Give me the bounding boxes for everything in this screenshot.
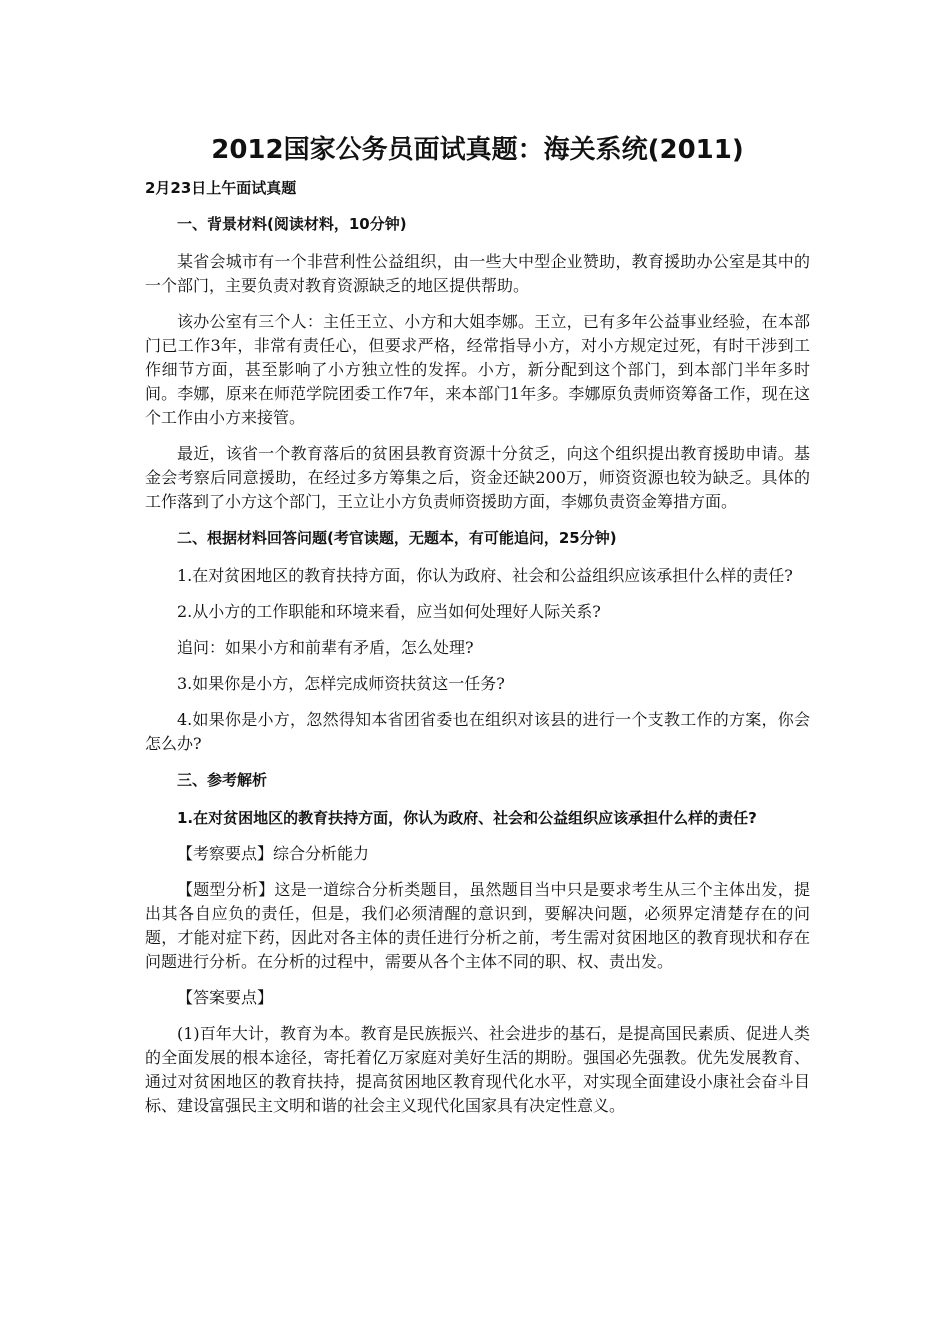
- section-heading-questions: 二、根据材料回答问题(考官读题，无题本，有可能追问，25分钟): [177, 529, 617, 547]
- paragraph: 最近，该省一个教育落后的贫困县教育资源十分贫乏，向这个组织提出教育援助申请。基金会考察后同意援助，在经过多方筹集之后，资金还缺200万，师资资源也较为缺乏。具体的工作落到了小方这个部门，王立让小方负责师资援助方面，李娜负责资金筹措方面。: [145, 444, 810, 511]
- question-item: 2.从小方的工作职能和环境来看，应当如何处理好人际关系?: [177, 602, 601, 621]
- question-item: 1.在对贫困地区的教育扶持方面，你认为政府、社会和公益组织应该承担什么样的责任?: [177, 566, 793, 585]
- paragraph: 【考察要点】综合分析能力: [177, 844, 370, 863]
- paragraph: 某省会城市有一个非营利性公益组织，由一些大中型企业赞助，教育援助办公室是其中的一个部门，主要负责对教育资源缺乏的地区提供帮助。: [145, 252, 810, 295]
- analysis-question: 1.在对贫困地区的教育扶持方面，你认为政府、社会和公益组织应该承担什么样的责任?: [177, 809, 757, 827]
- question-item: 追问：如果小方和前辈有矛盾，怎么处理?: [177, 638, 474, 657]
- question-item: 3.如果你是小方，怎样完成师资扶贫这一任务?: [177, 674, 505, 693]
- paragraph: 【题型分析】这是一道综合分析类题目，虽然题目当中只是要求考生从三个主体出发，提出其各自应负的责任，但是，我们必须清醒的意识到，要解决问题，必须界定清楚存在的问题，才能对症下药，因此对各主体的责任进行分析之前，考生需对贫困地区的教育现状和存在问题进行分析。在分析的过程中，需要从各个主体不同的职、权、责出发。: [145, 880, 810, 971]
- page-subtitle: 2月23日上午面试真题: [145, 179, 297, 197]
- paragraph: 该办公室有三个人：主任王立、小方和大姐李娜。王立，已有多年公益事业经验，在本部门已工作3年，非常有责任心，但要求严格，经常指导小方，对小方规定过死，有时干涉到工作细节方面，甚至影响了小方独立性的发挥。小方，新分配到这个部门，到本部门半年多时间。李娜，原来在师范学院团委工作7年，来本部门1年多。李娜原负责师资筹备工作，现在这个工作由小方来接管。: [145, 312, 810, 427]
- page-title: 2012国家公务员面试真题：海关系统(2011): [211, 135, 744, 165]
- paragraph: (1)百年大计，教育为本。教育是民族振兴、社会进步的基石，是提高国民素质、促进人类的全面发展的根本途径，寄托着亿万家庭对美好生活的期盼。强国必先强教。优先发展教育、通过对贫困地区的教育扶持，提高贫困地区教育现代化水平，对实现全面建设小康社会奋斗目标、建设富强民主文明和谐的社会主义现代化国家具有决定性意义。: [145, 1024, 810, 1115]
- section-heading-background: 一、背景材料(阅读材料，10分钟): [177, 215, 407, 233]
- question-item: 4.如果你是小方，忽然得知本省团省委也在组织对该县的进行一个支教工作的方案，你会怎么办?: [145, 710, 810, 753]
- paragraph: 【答案要点】: [177, 988, 274, 1007]
- section-heading-analysis: 三、参考解析: [177, 771, 268, 789]
